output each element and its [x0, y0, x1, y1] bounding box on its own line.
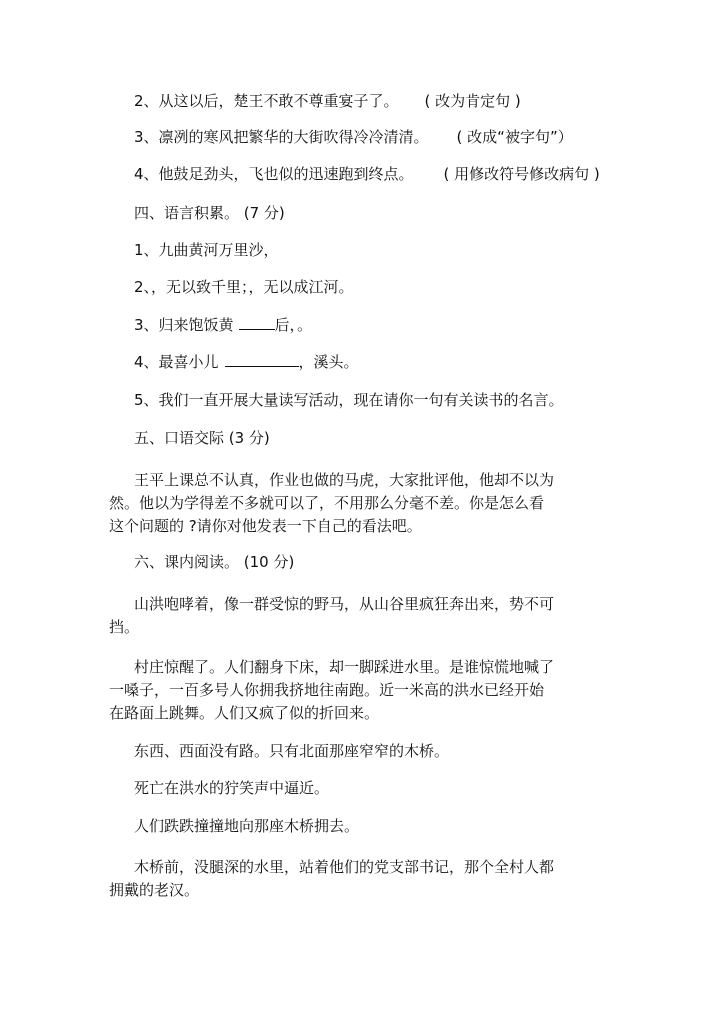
- accumulation-item-2: 2、，无以致千里；，无以成江河。: [134, 278, 354, 296]
- section-6-title: 六、课内阅读。 (10 分): [134, 553, 295, 571]
- reading-para-1-line-1: 山洪咆哮着，像一群受惊的野马，从山谷里疯狂奔出来，势不可: [134, 595, 555, 613]
- reading-para-2-line-3: 在路面上跳舞。人们又疯了似的折回来。: [109, 704, 380, 722]
- question-3: [134, 127, 573, 147]
- reading-para-5: 人们跌跌撞撞地向那座木桥拥去。: [134, 817, 360, 835]
- reading-para-6-line-2: 拥戴的老汉。: [109, 881, 200, 899]
- section-5-paragraph-line-1: 王平上课总不认真，作业也做的马虎，大家批评他，他却不以为: [134, 471, 555, 489]
- section-4-title: 四、语言积累。 (7 分): [134, 204, 285, 222]
- question-2-text: 2、从这以后，楚王不敢不尊重宴子了。: [134, 92, 399, 110]
- question-4: [134, 164, 600, 184]
- reading-para-2-line-2: 一嗓子，一百多号人你拥我挤地往南跑。近一米高的洪水已经开始: [109, 681, 545, 699]
- question-3-text: 3、凛冽的寒风把繁华的大街吹得冷冷清清。: [134, 128, 429, 146]
- section-5-paragraph-line-2: 然。他以为学得差不多就可以了，不用那么分毫不差。你是怎么看: [109, 494, 545, 512]
- accumulation-item-1: 1、九曲黄河万里沙，: [134, 241, 279, 259]
- fill-blank-line: [225, 352, 299, 367]
- reading-para-3: 东西、西面没有路。只有北面那座窄窄的木桥。: [134, 742, 450, 760]
- question-3-hint: ( 改成“被字句”）: [456, 128, 573, 146]
- accumulation-item-4-end: ，溪头。: [298, 353, 359, 371]
- accumulation-item-5: 5、我们一直开展大量读写活动，现在请你一句有关读书的名言。: [134, 391, 564, 409]
- question-4-text: 4、他鼓足劲头，飞也似的迅速跑到终点。: [134, 165, 414, 183]
- accumulation-item-4: [134, 352, 359, 372]
- reading-para-6-line-1: 木桥前，没腿深的水里，站着他们的党支部书记，那个全村人都: [134, 858, 555, 876]
- question-4-hint: ( 用修改符号修改病句 ): [443, 165, 600, 183]
- section-5-title: 五、口语交际 (3 分): [134, 429, 270, 447]
- question-2-hint: ( 改为肯定句 ): [424, 92, 521, 110]
- accumulation-item-3: [134, 315, 312, 335]
- section-5-paragraph-line-3: 这个问题的 ?请你对他发表一下自己的看法吧。: [109, 517, 422, 535]
- fill-blank-line: [239, 315, 275, 330]
- accumulation-item-4-start: 4、最喜小儿: [134, 353, 219, 371]
- reading-para-4: 死亡在洪水的狞笑声中逼近。: [134, 779, 330, 797]
- reading-para-2-line-1: 村庄惊醒了。人们翻身下床，却一脚踩进水里。是谁惊慌地喊了: [134, 658, 555, 676]
- accumulation-item-3-end: 后，。: [274, 316, 313, 334]
- accumulation-item-3-start: 3、归来饱饭黄: [134, 316, 234, 334]
- question-2: [134, 91, 521, 111]
- reading-para-1-line-2: 挡。: [109, 618, 140, 636]
